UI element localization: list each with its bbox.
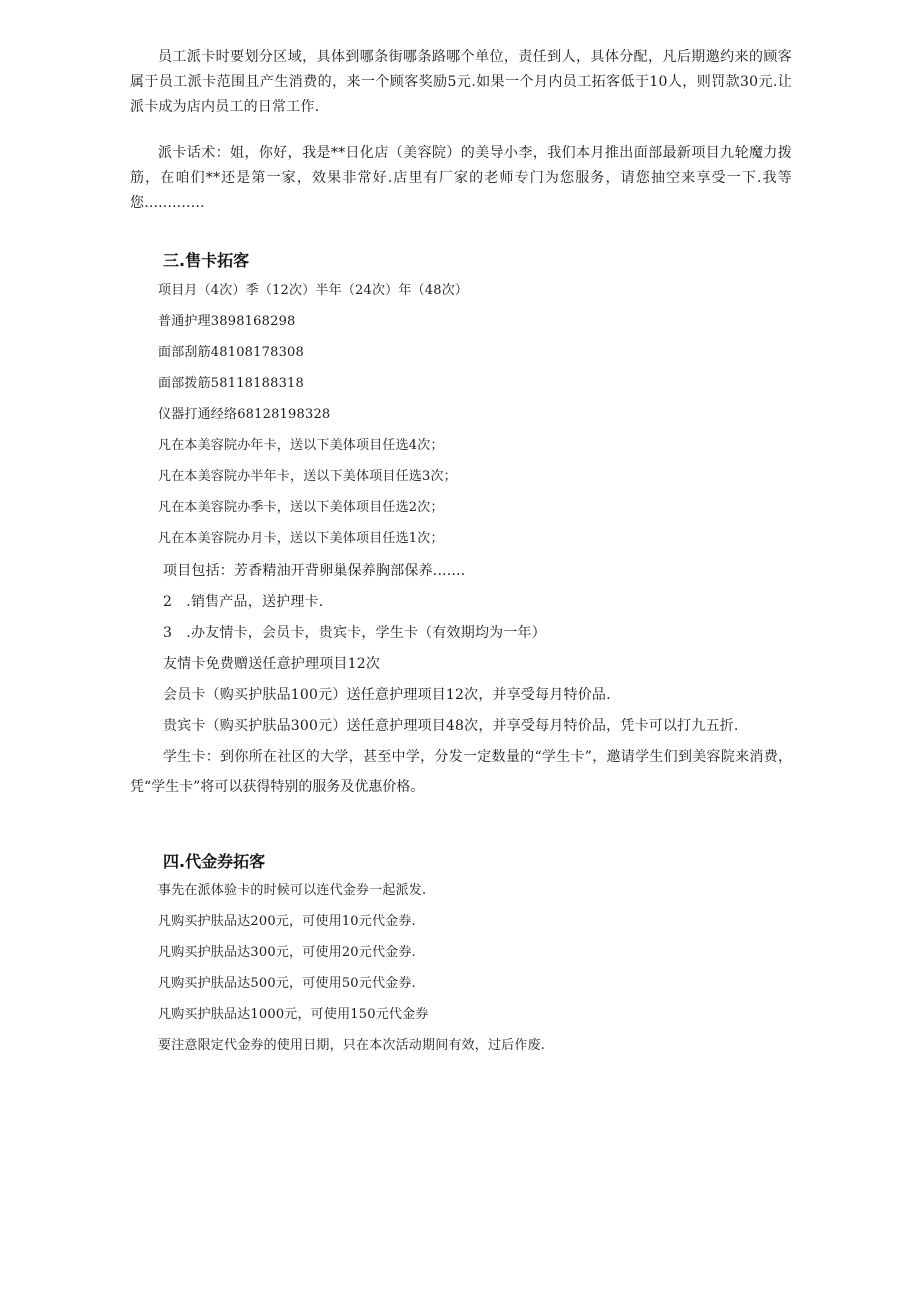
friend-card-line: 友情卡免费赠送任意护理项目12次 [163, 656, 381, 672]
section-3-line: 凡在本美容院办年卡，送以下美体项目任选4次； [158, 438, 444, 453]
item-2: 2 .销售产品，送护理卡. [163, 594, 324, 610]
section-3-line: 面部拨筋58118188318 [158, 376, 304, 391]
student-card-paragraph: 学生卡：到你所在社区的大学，甚至中学，分发一定数量的“学生卡”，邀请学生们到美容院来消费，凭“学生卡”将可以获得特别的服务及优惠价格。 [130, 749, 792, 795]
intro-paragraph-2: 派卡话术：姐，你好，我是**日化店（美容院）的美导小李，我们本月推出面部最新项目九轮魔力拨筋，在咱们**还是第一家，效果非常好.店里有厂家的老师专门为您服务，请您抽空来享受一下.我等您............. [130, 145, 792, 211]
section-3-line: 凡在本美容院办季卡，送以下美体项目任选2次； [158, 500, 444, 515]
section-3-title: 三.售卡拓客 [163, 251, 250, 270]
section-3-line: 普通护理3898168298 [158, 314, 296, 329]
section-4-line: 凡购买护肤品达200元，可使用10元代金券. [158, 914, 416, 929]
items-line: 项目包括：芳香精油开背卵巢保养胸部保养....... [163, 563, 466, 579]
section-4-line: 事先在派体验卡的时候可以连代金券一起派发. [158, 883, 427, 898]
section-4-line: 凡购买护肤品达500元，可使用50元代金券. [158, 976, 416, 991]
section-3-line: 面部刮筋48108178308 [158, 345, 304, 360]
section-3-line: 凡在本美容院办月卡，送以下美体项目任选1次； [158, 531, 444, 546]
member-card-line: 会员卡（购买护肤品100元）送任意护理项目12次，并享受每月特价品. [163, 687, 611, 703]
section-4-line: 凡购买护肤品达300元，可使用20元代金券. [158, 945, 416, 960]
section-3-line: 仪器打通经络68128198328 [158, 407, 331, 422]
section-4-line: 凡购买护肤品达1000元，可使用150元代金券 [158, 1007, 429, 1022]
section-3-line: 凡在本美容院办半年卡，送以下美体项目任选3次； [158, 469, 457, 484]
section-3-line: 项目月（4次）季（12次）半年（24次）年（48次） [158, 283, 469, 298]
section-4-line: 要注意限定代金券的使用日期，只在本次活动期间有效，过后作废. [158, 1038, 546, 1053]
item-3: 3 .办友情卡，会员卡，贵宾卡，学生卡（有效期均为一年） [163, 625, 546, 641]
vip-card-line: 贵宾卡（购买护肤品300元）送任意护理项目48次，并享受每月特价品，凭卡可以打九五折. [163, 718, 739, 734]
intro-paragraph-1: 员工派卡时要划分区域，具体到哪条街哪条路哪个单位，责任到人，具体分配，凡后期邀约来的顾客属于员工派卡范围且产生消费的，来一个顾客奖励5元.如果一个月内员工拓客低于10人，则罚款30元.让派卡成为店内员工的日常工作. [130, 49, 792, 115]
section-4-title: 四.代金券拓客 [163, 852, 266, 871]
